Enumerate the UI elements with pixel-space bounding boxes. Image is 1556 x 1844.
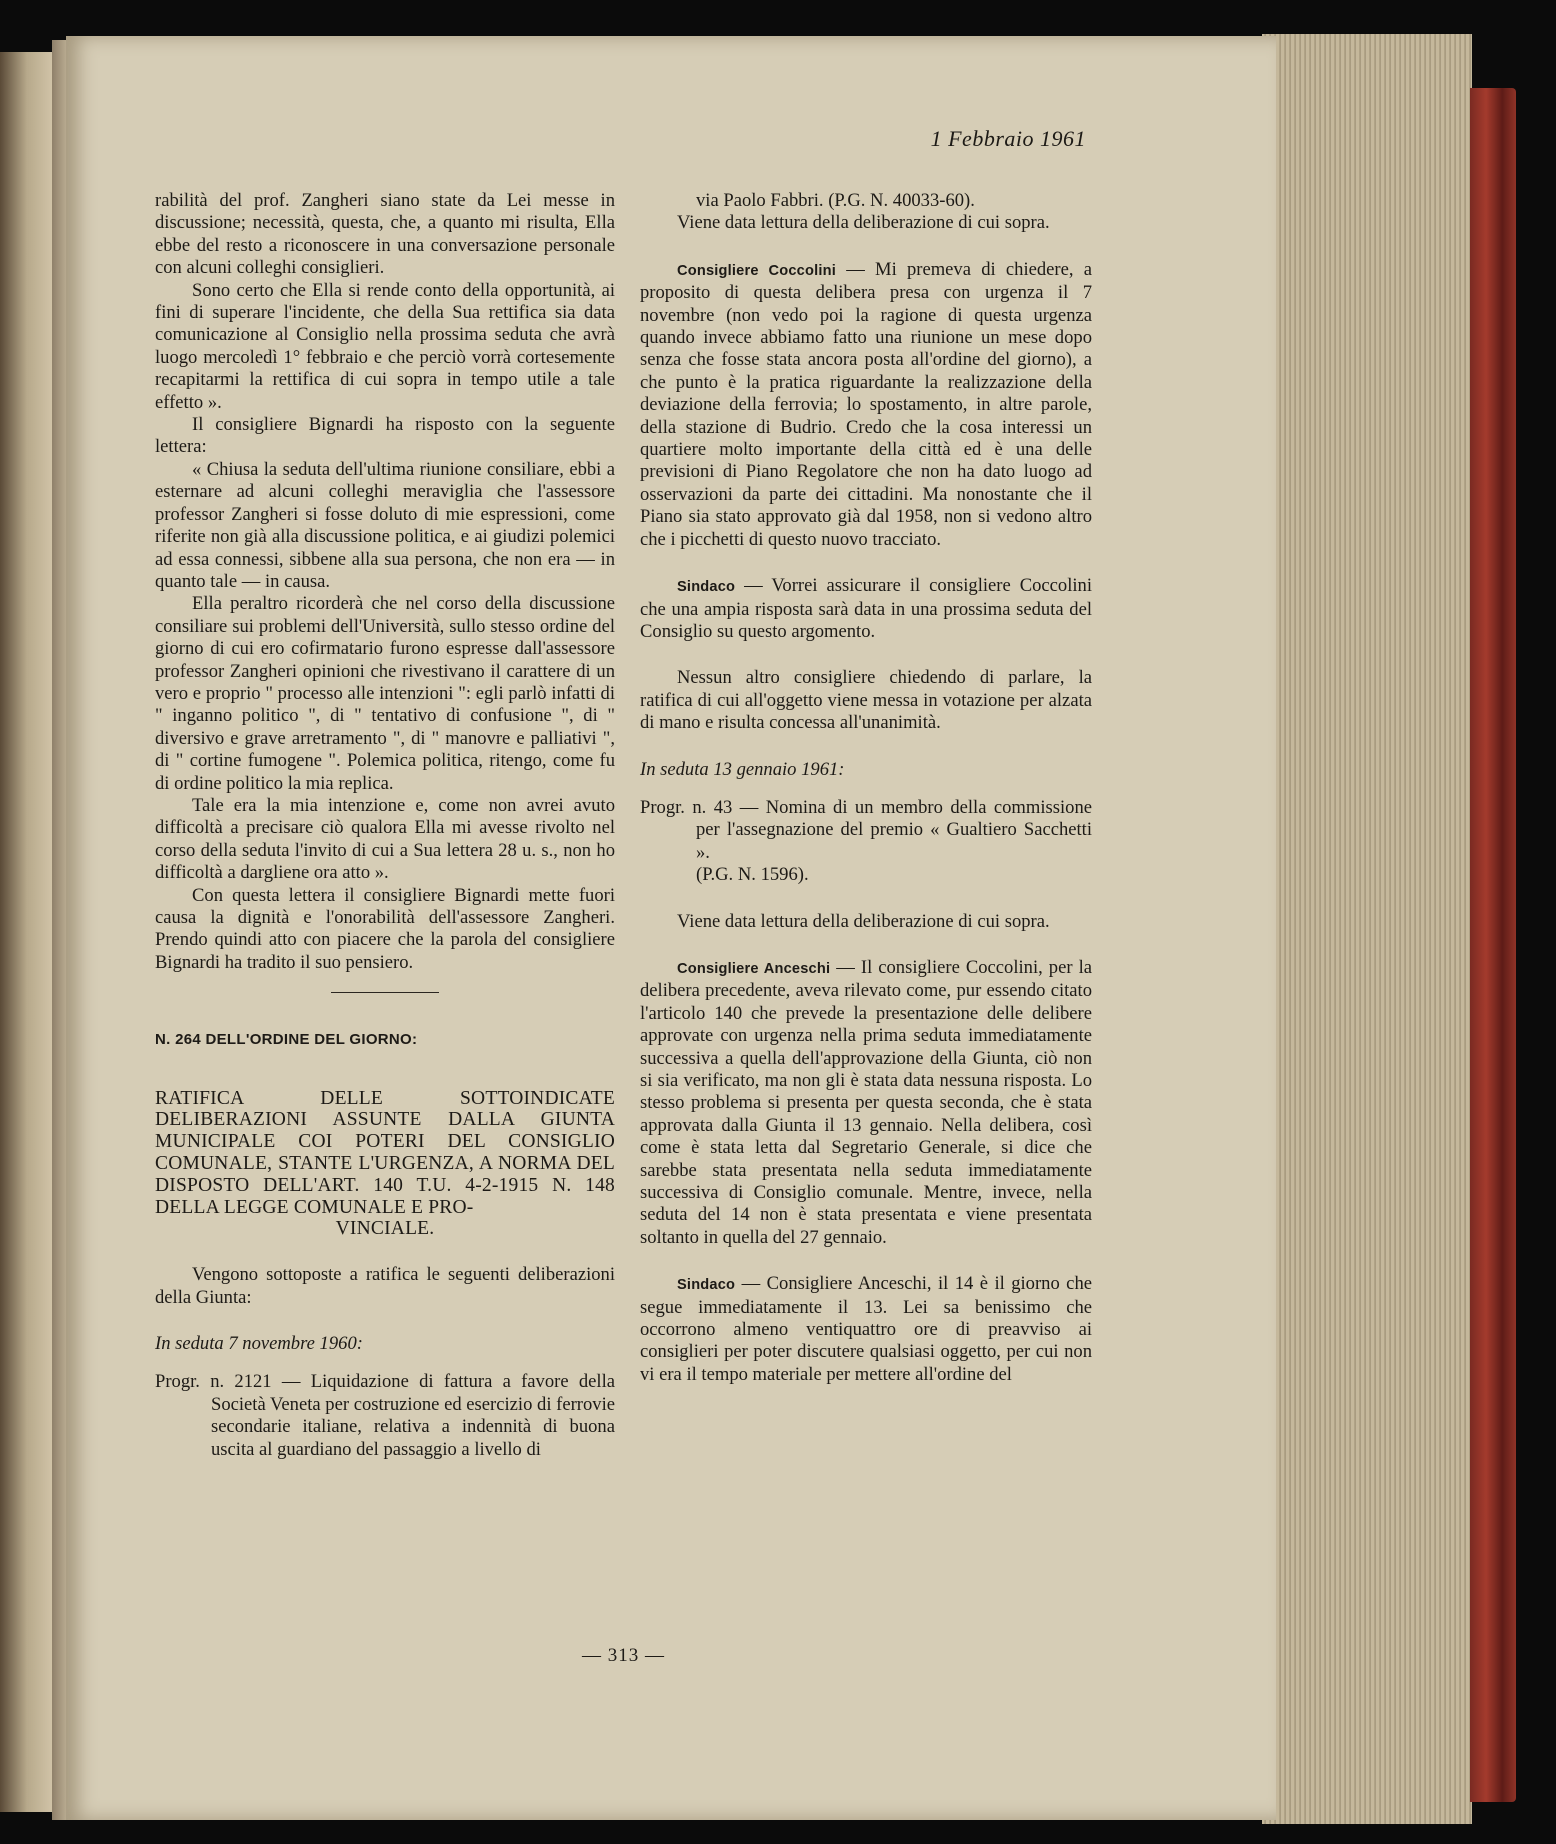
paragraph: Sono certo che Ella si rende conto della opportunità, ai fini di superare l'incidente, che della Sua rettifica sia data comunicazione al Consiglio nella prossima seduta che avrà luogo mercoledì 1° febbraio e che perciò vorrà cortesemente recapitarmi la rettifica di cui sopra in tempo utile a tale effetto ». [155,279,615,413]
speech-text: — Vorrei assicurare il consigliere Coccolini che una ampia risposta sarà data in una prossima seduta del Consiglio su questo argomento. [640,575,1092,642]
speaker-name: Consigliere Coccolini [677,262,836,279]
right-column [640,190,1092,1386]
speaker-name: Sindaco [677,1277,736,1294]
speech-coccolini [640,259,1092,551]
paragraph: Ella peraltro ricorderà che nel corso della discussione consiliare sui problemi dell'Università, sullo stesso ordine del giorno di cui ero cofirmatario furono espresse dall'assessore professor Zangheri opinioni che rivestivano il carattere di un vero e proprio " processo alle intenzioni ": egli parlò infatti di " inganno politico ", di " tentativo di confusione ", di " diversivo e grave arretramento ", di " manovre e palliativi ", di " cortine fumogene ". Polemica politica, ritengo, come fu di ordine politico la mia replica. [155,593,615,794]
speech-text: — Mi premeva di chiedere, a proposito di questa delibera presa con urgenza il 7 novembre (non vedo poi la ragione di questa urgenza quando invece abbiamo fatto una riunione un mese dopo senza che fosse stata ancora posta all'ordine del giorno), a che punto è la pratica riguardante la realizzazione della deviazione della ferrovia; lo spostamento, in altre parole, della stazione di Budrio. Credo che la cosa interessi un quartiere molto importante della città ed è una delle previsioni di Piano Regolatore che non ha dato luogo ad osservazioni da parte dei cittadini. Ma nonostante che il Piano sia stato approvato già dal 1958, non si vedono altro che i picchetti di questo nuovo tracciato. [640,258,1092,550]
session-heading: In seduta 13 gennaio 1961: [640,758,845,780]
paragraph: Viene data lettura della deliberazione di cui sopra. [677,212,1050,234]
paragraph: Il consigliere Bignardi ha risposto con la seguente lettera: [155,414,615,458]
paragraph: Tale era la mia intenzione e, come non avrei avuto difficoltà a precisare ciò qualora Ella mi avesse rivolto nel corso della seduta l'invito di cui a Sua lettera 28 u. s., non ho difficoltà a dargliene ora atto ». [155,794,615,884]
speech-sindaco [640,575,1092,643]
progr-entry: Progr. n. 43 — Nomina di un membro della commissione per l'assegnazione del premio « Gualtiero Sacchetti ». [640,796,1092,863]
speaker-name: Sindaco [677,579,736,596]
marbled-cover [1470,88,1516,1802]
paragraph: Viene data lettura della deliberazione di cui sopra. [677,910,1050,932]
speaker-name: Consigliere Anceschi [677,960,831,977]
page-block-edge [1262,34,1472,1824]
progr-pg-number: (P.G. N. 1596). [696,864,809,886]
paragraph: Vengono sottoposte a ratifica le seguenti deliberazioni della Giunta: [155,1264,615,1308]
progr-entry-continued: via Paolo Fabbri. (P.G. N. 40033-60). [696,190,975,211]
paragraph: Nessun altro consigliere chiedendo di parlare, la ratifica di cui all'oggetto viene messa in votazione per alzata di mano e risulta concessa all'unanimità. [640,667,1092,734]
agenda-item-title: RATIFICA DELLE SOTTOINDICATE DELIBERAZIONI ASSUNTE DALLA GIUNTA MUNICIPALE COI POTERI DEL CONSIGLIO COMUNALE, STANTE L'URGENZA, A NORMA DEL DISPOSTO DELL'ART. 140 T.U. 4-2-1915 N. 148 DELLA LEGGE COMUNALE E PRO- [155,1087,615,1218]
left-page-edge [0,52,60,1812]
speech-anceschi [640,957,1092,1249]
quoted-letter: « Chiusa la seduta dell'ultima riunione consiliare, ebbi a esternare ad alcuni colleghi meraviglia che l'assessore professor Zangheri si fosse doluto di mie espressioni, come riferite non già alla discussione politica, e ai giudizi polemici ad essa connessi, sibbene alla sua persona, che non era — in quanto tale — in causa. [155,458,615,592]
agenda-item-title-end: VINCIALE. [335,1218,435,1240]
speech-text: — Il consigliere Coccolini, per la delibera precedente, aveva rilevato come, pur essendo citato l'articolo 140 che prevede la presentazione delle delibere approvate con urgenza nella prima seduta immediatamente successiva a quella dell'approvazione della Giunta, ciò non si sia verificato, ma non gli è stata data nessuna risposta. Lo stesso problema si presenta per questa seconda, che è stata approvata dalla Giunta il 13 gennaio. Nella delibera, così come è stata letta dal Segretario Generale, si dice che sarebbe stata presentata nella seduta immediatamente successiva di Consiglio comunale. Mentre, invece, nella seduta del 14 non è stata presentata e viene presentata soltanto in quella del 27 gennaio. [640,956,1092,1248]
running-head: 1 Febbraio 1961 [930,126,1086,151]
progr-entry: Progr. n. 2121 — Liquidazione di fattura a favore della Società Veneta per costruzione ed esercizio di ferrovie secondarie italiane, relativa a indennità di buona uscita al guardiano del passaggio a livello di [155,1371,615,1460]
page-number: — 313 — [582,1645,665,1666]
left-column [155,190,615,1461]
speech-sindaco [640,1273,1092,1386]
section-divider [331,992,439,993]
session-heading: In seduta 7 novembre 1960: [155,1333,363,1355]
paragraph: rabilità del prof. Zangheri siano state da Lei messe in discussione; necessità, questa, che, a quanto mi risulta, Ella ebbe del resto a riconoscere in una conversazione personale con alcuni colleghi consiglieri. [155,190,615,279]
speech-text: — Consigliere Anceschi, il 14 è il giorno che segue immediatamente il 13. Lei sa benissimo che occorrono almeno ventiquattro ore di preavviso ai consiglieri per poter discutere qualsiasi oggetto, per cui non vi era il tempo materiale per mettere all'ordine del [640,1273,1092,1385]
paragraph: Con questa lettera il consigliere Bignardi mette fuori causa la dignità e l'onorabilità dell'assessore Zangheri. Prendo quindi atto con piacere che la parola del consigliere Bignardi ha tradito il suo pensiero. [155,884,615,973]
agenda-item-heading: N. 264 DELL'ORDINE DEL GIORNO: [155,1031,418,1049]
